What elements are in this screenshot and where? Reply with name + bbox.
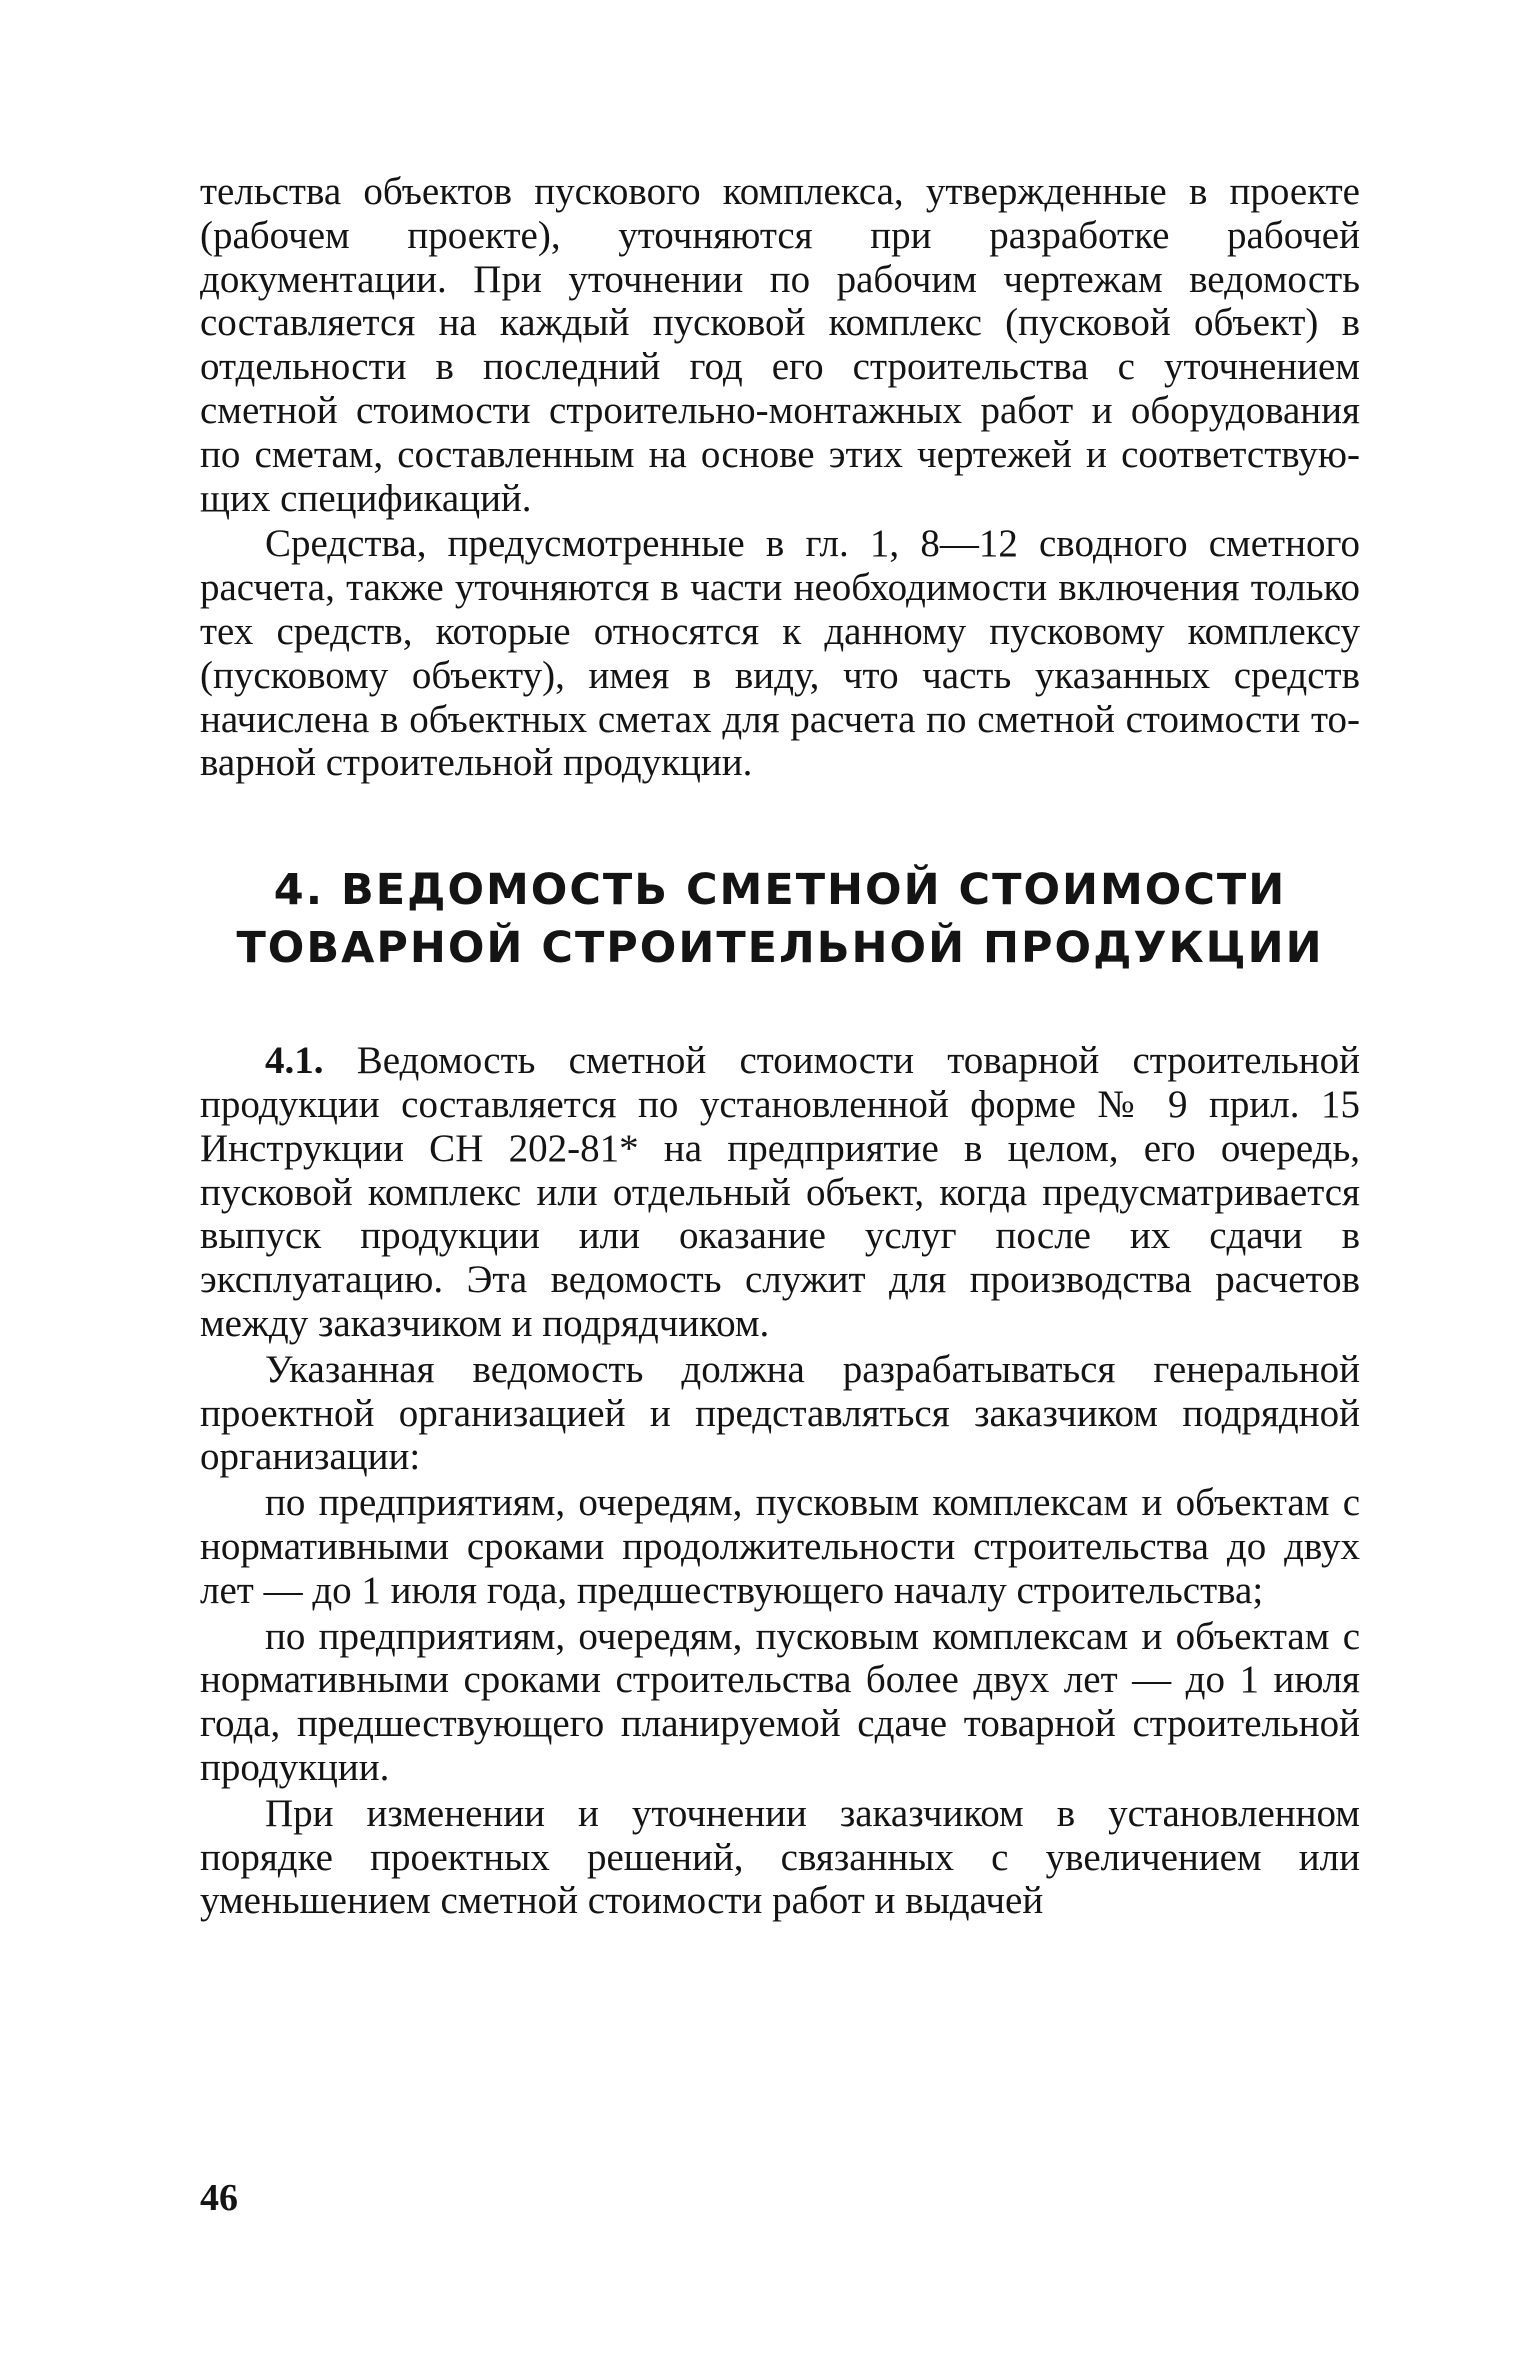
- page-number: 46: [200, 2177, 238, 2219]
- paragraph-changes: При изменении и уточнении заказчиком в установленном порядке проектных решений, связанных с увеличением или уменьшением сметной стоимости работ и выдачей: [200, 1791, 1360, 1923]
- paragraph-short-term: по предприятиям, очередям, пусковым комплексам и объектам с нормативными сроками продолжительности строительства до двух лет — до 1 июля года, предшествующего началу строительства;: [200, 1481, 1360, 1612]
- clause-number: 4.1.: [265, 1039, 324, 1083]
- paragraph-developer: Указанная ведомость должна разрабатываться генеральной проектной организацией и представляться заказчиком подрядной организации:: [200, 1347, 1360, 1479]
- paragraph-long-term: по предприятиям, очередям, пусковым комплексам и объектам с нормативными сроками строительства более двух лет — до 1 июля года, предшествующего планируемой сдаче товарной строительной продукции.: [200, 1614, 1360, 1789]
- document-page: [200, 170, 1360, 1923]
- section-heading-line-2: ТОВАРНОЙ СТРОИТЕЛЬНОЙ ПРОДУКЦИИ: [236, 923, 1324, 974]
- section-heading: [200, 861, 1360, 977]
- paragraph-continuation: тельства объектов пускового комплекса, утвержденные в проекте (рабочем проекте), уточняются при разработке рабочей документации. При уточнении по рабочим чертежам ведомость составляется на каждый пусковой комплекс (пусковой объект) в отдельности в последний год его строительства с уточнением сметной стоимости строительно-монтажных работ и оборудования по сметам, составленным на основе этих чертежей и соответствующих спецификаций.: [200, 170, 1360, 520]
- clause-4-1: [200, 1039, 1360, 1346]
- paragraph-funds: Средства, предусмотренные в гл. 1, 8—12 сводного сметного расчета, также уточняются в части необходимости включения только тех средств, которые относятся к данному пусковому комплексу (пусковому объекту), имея в виду, что часть указанных средств начислена в объектных сметах для расчета по сметной стоимости товарной строительной продукции.: [200, 522, 1360, 785]
- section-heading-line-1: 4. ВЕДОМОСТЬ СМЕТНОЙ СТОИМОСТИ: [273, 865, 1287, 916]
- clause-text: Ведомость сметной стоимости товарной строительной продукции составляется по установленной форме № 9 прил. 15 Инструкции СН 202-81* на предприятие в целом, его очередь, пусковой комплекс или отдельный объект, когда предусматривается выпуск продукции или оказание услуг после их сдачи в эксплуатацию. Эта ведомость служит для производства расчетов между заказчиком и подрядчиком.: [200, 1039, 1360, 1345]
